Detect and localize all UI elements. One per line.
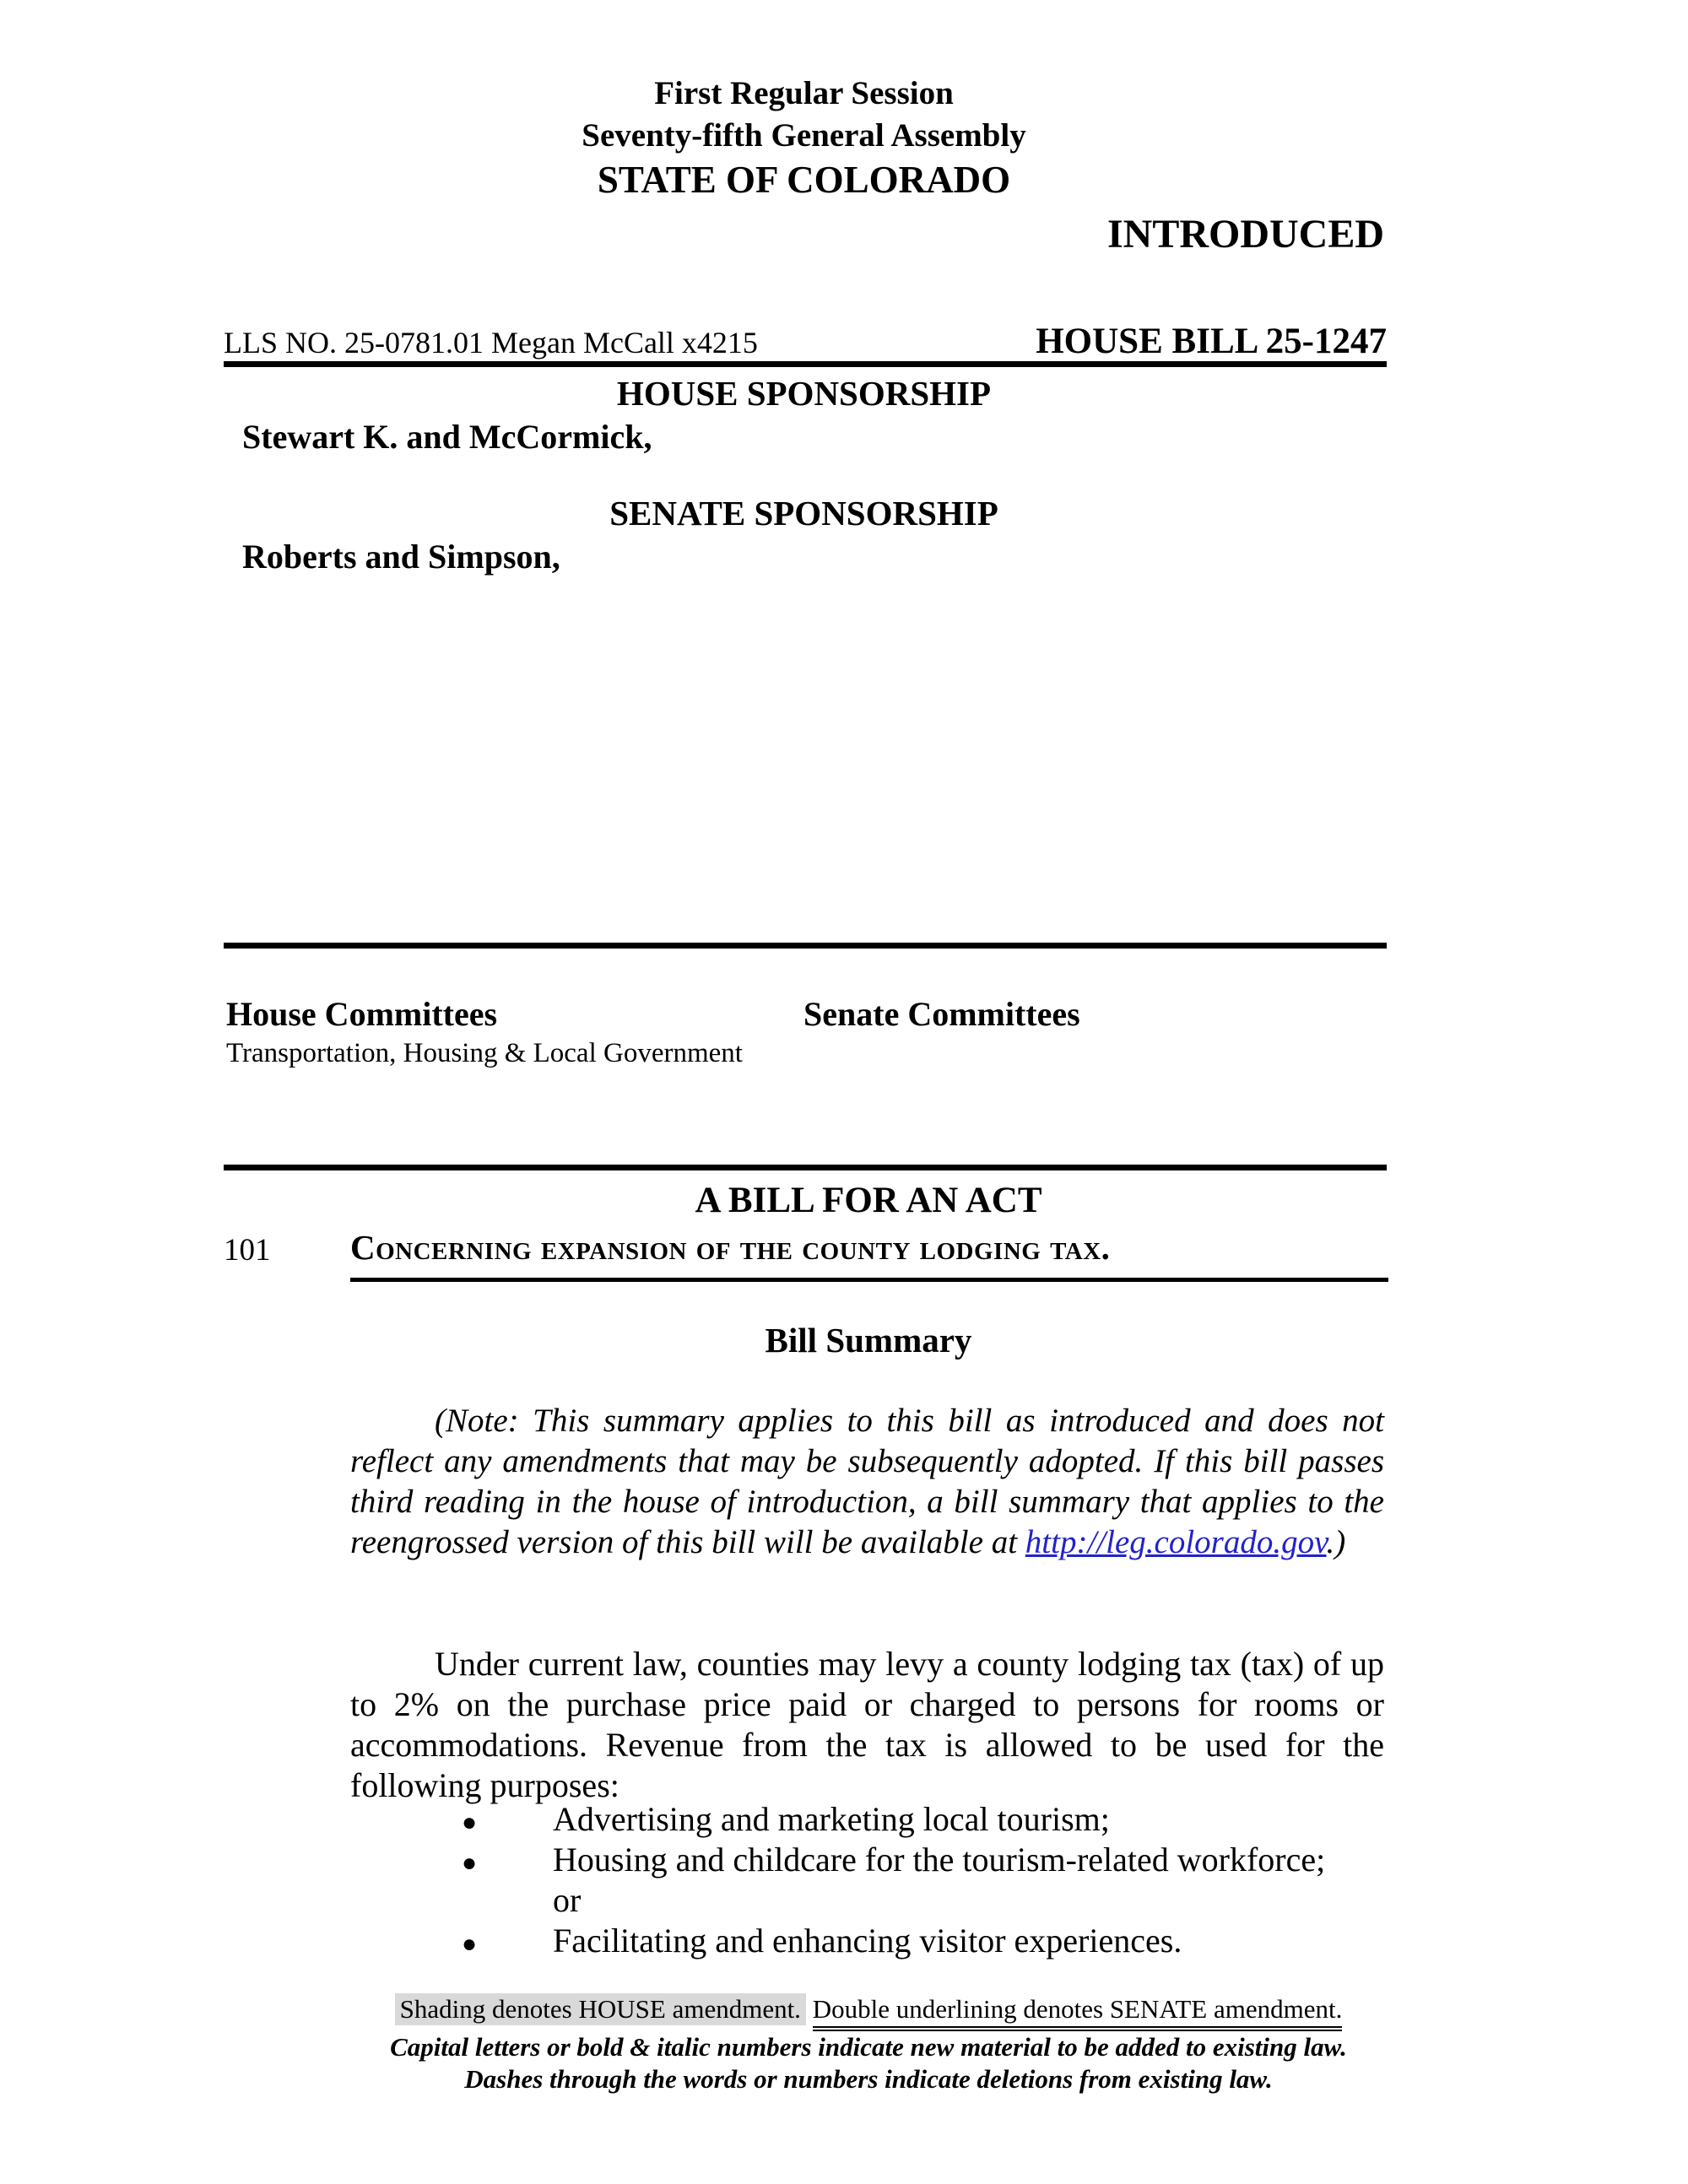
assembly-title: Seventy-fifth General Assembly — [582, 117, 1026, 154]
header-divider — [224, 361, 1387, 367]
double-underline-note: Double underlining denotes SENATE amendment. — [813, 1993, 1343, 2031]
deletions-note: Dashes through the words or numbers indicate deletions from existing law. — [464, 2064, 1273, 2094]
house-committee-assignment: Transportation, Housing & Local Government — [226, 1038, 743, 1068]
bullet-icon: ● — [462, 1930, 478, 1958]
concerning-clause: Concerning expansion of the county lodging tax. — [350, 1228, 1111, 1267]
summary-note-text: (Note: This summary applies to this bill as introduced and does not reflect any amendments that may be subsequently adopted. If this bill passes third reading in the house of introduction, a bill summary that applies to the reengrossed version of this bill will be available at — [350, 1403, 1384, 1560]
introduced-status: INTRODUCED — [1106, 212, 1384, 257]
summary-note-paragraph — [350, 1401, 1384, 1563]
senate-sponsors: Roberts and Simpson, — [242, 538, 560, 576]
senate-sponsorship-heading: SENATE SPONSORSHIP — [609, 494, 998, 532]
bullet-icon: ● — [462, 1849, 478, 1877]
summary-body-paragraph: Under current law, counties may levy a county lodging tax (tax) of up to 2% on the purchase price paid or charged to persons for rooms or accommodations. Revenue from the tax is allowed to be used for the following purposes: — [350, 1645, 1384, 1804]
bill-reference-row — [224, 321, 1387, 362]
concerning-underline — [350, 1278, 1388, 1282]
session-title: First Regular Session — [654, 75, 954, 111]
state-title: STATE OF COLORADO — [597, 159, 1011, 201]
line-number-101: 101 — [224, 1233, 271, 1268]
committees-divider — [224, 943, 1387, 949]
house-sponsorship-heading: HOUSE SPONSORSHIP — [616, 374, 992, 413]
lls-number: LLS NO. 25-0781.01 Megan McCall x4215 — [224, 326, 758, 359]
leg-colorado-gov-link[interactable]: http://leg.colorado.gov — [1025, 1524, 1327, 1560]
new-material-note: Capital letters or bold & italic numbers indicate new material to be added to existing law. — [390, 2032, 1347, 2062]
bill-act-title: A BILL FOR AN ACT — [695, 1181, 1042, 1220]
bullet-text: Facilitating and enhancing visitor experiences. — [553, 1922, 1182, 1960]
list-item — [350, 1921, 1405, 1961]
list-item — [350, 1840, 1405, 1921]
bullet-text-continued: or — [553, 1881, 582, 1919]
house-committees-heading: House Committees — [226, 995, 498, 1033]
legend-line-1 — [350, 1993, 1387, 2031]
bullet-text: Advertising and marketing local tourism; — [553, 1800, 1110, 1838]
bullet-icon: ● — [462, 1808, 478, 1836]
amendment-legend — [350, 1993, 1387, 2095]
house-sponsors: Stewart K. and McCormick, — [242, 418, 652, 456]
document-header — [224, 73, 1384, 203]
bullet-text: Housing and childcare for the tourism-related workforce; — [553, 1841, 1326, 1879]
bill-summary-heading: Bill Summary — [765, 1321, 972, 1360]
summary-bullet-list — [350, 1799, 1405, 1961]
senate-committees-heading: Senate Committees — [803, 995, 1080, 1033]
bill-title-divider — [224, 1165, 1387, 1170]
list-item — [350, 1799, 1405, 1840]
bill-number: HOUSE BILL 25-1247 — [1036, 322, 1387, 361]
summary-note-closing: .) — [1326, 1524, 1346, 1560]
shading-note: Shading denotes HOUSE amendment. — [395, 1993, 806, 2025]
